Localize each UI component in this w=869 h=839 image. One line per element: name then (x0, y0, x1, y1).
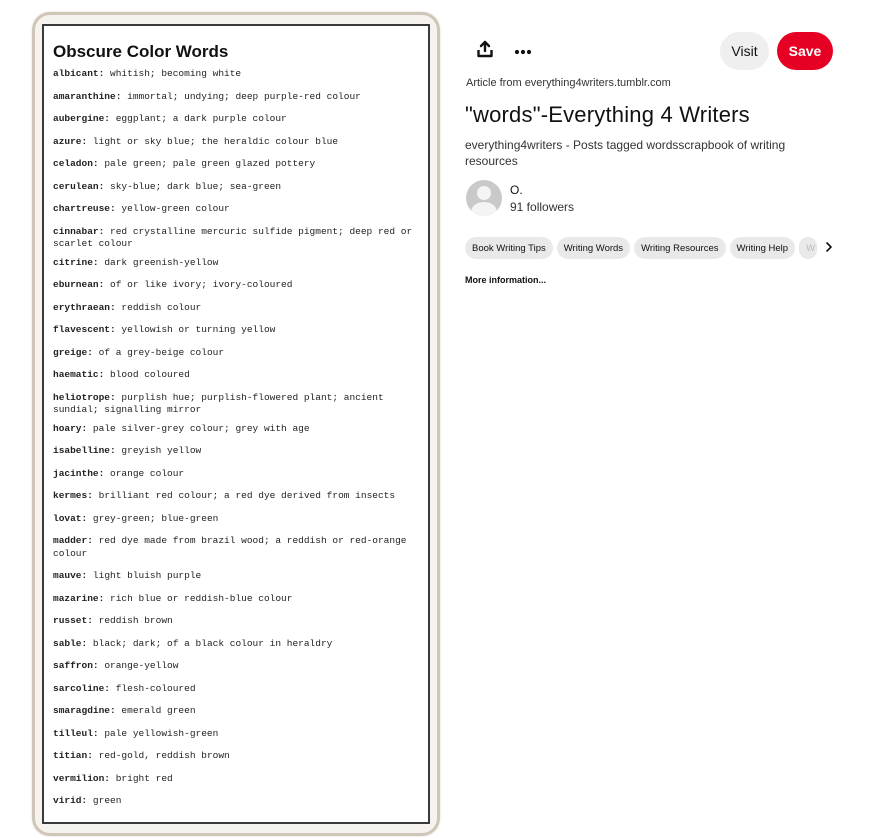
word-definition: grey-green; blue-green (92, 512, 219, 524)
word-definition: eggplant; a dark purple colour (115, 113, 287, 124)
word-entry (53, 638, 420, 651)
avatar[interactable] (466, 180, 502, 216)
save-button[interactable]: Save (777, 32, 833, 70)
word-entry (53, 795, 420, 808)
word-term: sable: (53, 637, 88, 649)
word-term: eburnean: (53, 279, 105, 290)
word-definition: purplish hue; purplish-flowered plant; ancient sundial; signalling mirror (53, 391, 384, 415)
word-term: chartreuse: (53, 203, 116, 214)
more-information-link[interactable]: More information... (465, 275, 546, 285)
word-term: albicant: (53, 68, 105, 79)
word-list (53, 68, 420, 808)
word-entry (53, 490, 420, 503)
word-entry (53, 392, 420, 417)
word-entry (53, 226, 420, 251)
word-entry (53, 513, 420, 526)
word-term: cinnabar: (53, 225, 105, 237)
word-entry (53, 113, 420, 126)
word-term: mauve: (53, 570, 88, 581)
word-term: titian: (53, 750, 93, 761)
source-prefix: Article from (466, 77, 525, 89)
pin-title[interactable]: "words"-Everything 4 Writers (465, 102, 750, 127)
word-definition: black; dark; of a black colour in heraldry (92, 637, 333, 649)
word-term: haematic: (53, 369, 105, 380)
word-entry (53, 369, 420, 382)
word-definition: blood coloured (110, 369, 190, 380)
tag-list (465, 237, 835, 259)
word-term: cerulean: (53, 180, 105, 192)
word-term: azure: (53, 135, 88, 147)
word-term: erythraean: (53, 301, 116, 313)
word-definition: of or like ivory; ivory-coloured (110, 279, 293, 290)
word-definition: red dye made from brazil wood; a reddish or red-orange colour (53, 535, 407, 559)
word-definition: red-gold, reddish brown (98, 750, 230, 761)
word-entry (53, 203, 420, 216)
word-definition: orange colour (110, 467, 185, 479)
source-link[interactable]: everything4writers.tumblr.com (524, 77, 671, 89)
word-term: jacinthe: (53, 467, 105, 479)
word-entry (53, 773, 420, 786)
word-term: sarcoline: (53, 682, 111, 694)
word-definition: bright red (115, 772, 173, 784)
word-definition: rich blue or reddish-blue colour (110, 592, 293, 604)
word-term: russet: (53, 615, 93, 626)
tag-book-writing-tips[interactable]: Book Writing Tips (465, 237, 553, 259)
visit-button[interactable]: Visit (720, 32, 769, 70)
ellipsis-icon (514, 42, 532, 60)
word-entry (53, 68, 420, 81)
word-definition: orange-yellow (104, 660, 179, 671)
share-icon (476, 40, 494, 63)
tag-truncated[interactable]: W (799, 237, 817, 259)
avatar-body-shape (471, 202, 497, 216)
creator-followers: 91 followers (510, 200, 575, 214)
word-definition: pale green; pale green glazed pottery (104, 158, 316, 169)
word-term: vermilion: (53, 772, 111, 784)
word-entry (53, 570, 420, 583)
tags-scroll-right-button[interactable] (822, 237, 836, 259)
document-title: Obscure Color Words (53, 42, 229, 61)
word-entry (53, 535, 420, 560)
word-term: kermes: (53, 490, 93, 501)
word-entry (53, 257, 420, 270)
creator-name[interactable]: O. (510, 183, 523, 197)
word-definition: brilliant red colour; a red dye derived from insects (98, 490, 396, 501)
word-term: isabelline: (53, 445, 116, 456)
word-entry (53, 468, 420, 481)
word-definition: yellowish or turning yellow (121, 324, 276, 335)
word-definition: sky-blue; dark blue; sea-green (110, 180, 282, 192)
word-definition: immortal; undying; deep purple-red colour (127, 90, 361, 102)
word-entry (53, 593, 420, 606)
word-term: mazarine: (53, 592, 105, 604)
word-term: madder: (53, 535, 93, 546)
word-term: greige: (53, 346, 93, 358)
word-entry (53, 660, 420, 673)
word-term: hoary: (53, 422, 88, 434)
word-entry (53, 181, 420, 194)
word-term: smaragdine: (53, 705, 116, 716)
word-definition: light or sky blue; the heraldic colour blue (92, 135, 339, 147)
creator-info[interactable] (466, 180, 666, 218)
tag-writing-words[interactable]: Writing Words (557, 237, 630, 259)
tag-writing-help[interactable]: Writing Help (730, 237, 796, 259)
word-term: virid: (53, 795, 88, 806)
word-entry (53, 423, 420, 436)
word-definition: dark greenish-yellow (104, 256, 219, 268)
word-definition: whitish; becoming white (110, 68, 242, 79)
word-definition: reddish brown (98, 615, 173, 626)
word-definition: emerald green (121, 705, 196, 716)
word-definition: of a grey-beige colour (98, 346, 225, 358)
action-bar (466, 32, 834, 70)
word-entry (53, 445, 420, 458)
word-term: celadon: (53, 158, 99, 169)
pin-description: everything4writers - Posts tagged wordsscrapbook of writing resources (465, 138, 786, 168)
avatar-head-shape (477, 186, 491, 200)
word-entry (53, 136, 420, 149)
word-entry (53, 91, 420, 104)
more-options-button[interactable] (504, 32, 542, 70)
word-definition: green (92, 795, 122, 806)
word-term: aubergine: (53, 113, 111, 124)
chevron-right-icon (825, 239, 833, 257)
word-definition: red crystalline mercuric sulfide pigment; deep red or scarlet colour (53, 225, 413, 249)
word-entry (53, 705, 420, 718)
color-words-document (42, 24, 430, 824)
word-entry (53, 615, 420, 628)
word-term: flavescent: (53, 324, 116, 335)
word-entry (53, 302, 420, 315)
word-entry (53, 347, 420, 360)
source-line (466, 77, 671, 89)
word-term: citrine: (53, 256, 99, 268)
word-entry (53, 683, 420, 696)
word-definition: yellow-green colour (121, 203, 230, 214)
word-definition: pale yellowish-green (104, 727, 219, 739)
word-definition: greyish yellow (121, 445, 202, 456)
word-term: saffron: (53, 660, 99, 671)
word-definition: reddish colour (121, 301, 202, 313)
word-definition: flesh-coloured (115, 682, 196, 694)
pin-image[interactable] (32, 12, 440, 836)
share-button[interactable] (466, 32, 504, 70)
word-entry (53, 750, 420, 763)
word-term: amaranthine: (53, 90, 122, 102)
word-entry (53, 158, 420, 171)
word-term: tilleul: (53, 727, 99, 739)
word-term: heliotrope: (53, 391, 116, 403)
word-term: lovat: (53, 512, 88, 524)
tag-writing-resources[interactable]: Writing Resources (634, 237, 725, 259)
word-entry (53, 324, 420, 337)
word-entry (53, 728, 420, 741)
word-definition: pale silver-grey colour; grey with age (92, 422, 310, 434)
word-entry (53, 279, 420, 292)
word-definition: light bluish purple (92, 570, 202, 581)
